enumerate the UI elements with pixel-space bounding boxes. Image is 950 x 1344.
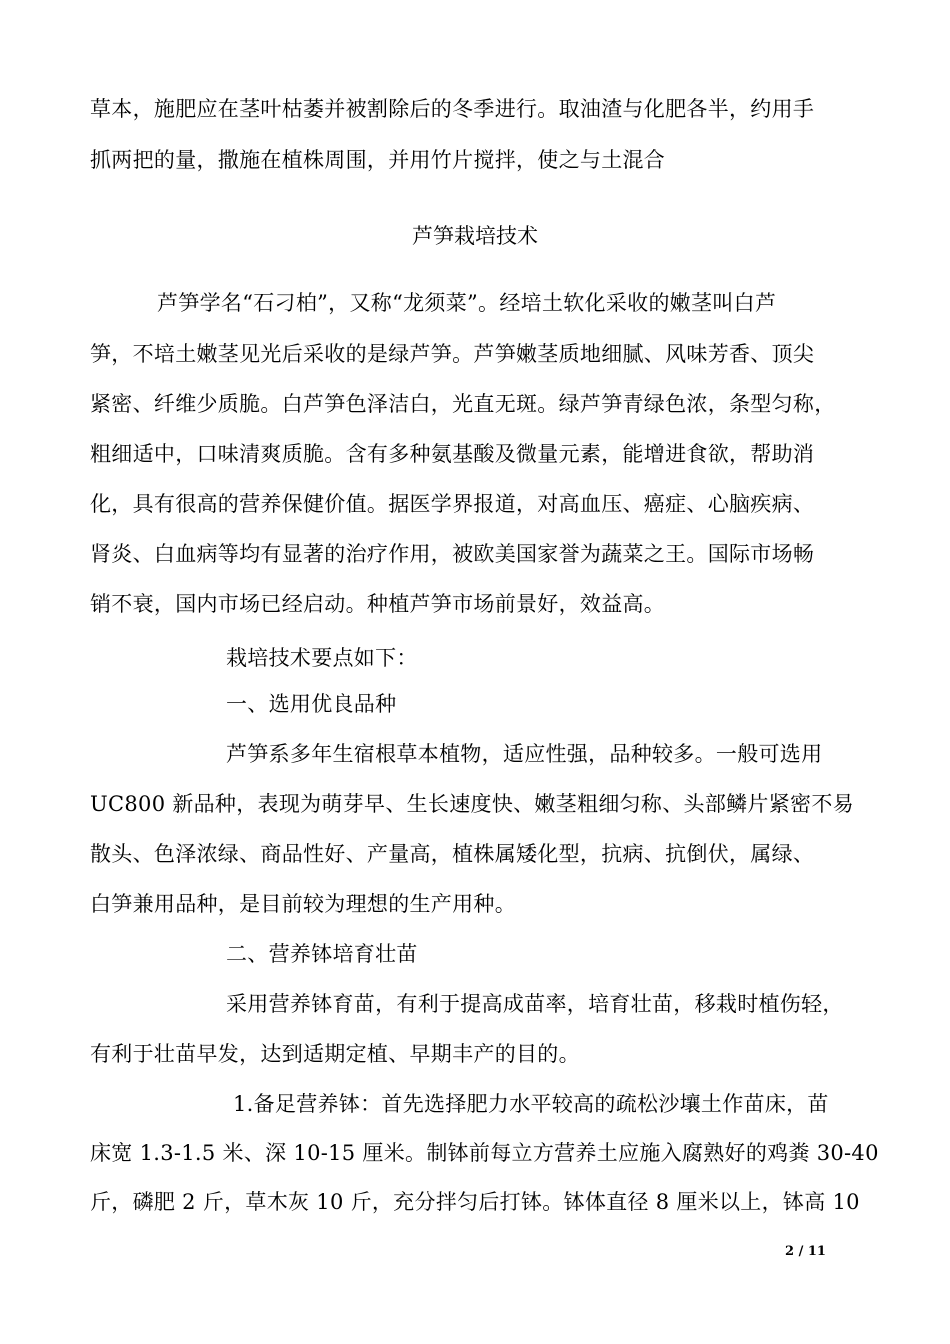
paragraph-line: 栽培技术要点如下：	[226, 646, 418, 670]
paragraph-line: 芦笋学名“石刁柏”，又称“龙须菜”。经培土软化采收的嫩茎叫白芦	[157, 291, 777, 315]
paragraph-line: 笋，不培土嫩茎见光后采收的是绿芦笋。芦笋嫩茎质地细腻、风味芳香、顶尖	[90, 342, 815, 366]
paragraph-line: 草本，施肥应在茎叶枯萎并被割除后的冬季进行。取油渣与化肥各半，约用手	[90, 97, 815, 121]
paragraph-line: 白笋兼用品种，是目前较为理想的生产用种。	[90, 892, 516, 916]
paragraph-line: 化，具有很高的营养保健价值。据医学界报道，对高血压、癌症、心脑疾病、	[90, 492, 815, 516]
section-title: 芦笋栽培技术	[412, 224, 538, 248]
section-heading: 一、选用优良品种	[226, 692, 397, 716]
paragraph-line: 抓两把的量，撒施在植株周围，并用竹片搅拌，使之与土混合	[90, 148, 666, 172]
paragraph-line: 肾炎、白血病等均有显著的治疗作用，被欧美国家誉为蔬菜之王。国际市场畅	[90, 542, 815, 566]
paragraph-line: 采用营养钵育苗，有利于提高成苗率，培育壮苗，移栽时植伤轻，	[226, 992, 844, 1016]
paragraph-line: UC800 新品种，表现为萌芽早、生长速度快、嫩茎粗细匀称、头部鳞片紧密不易	[90, 792, 854, 816]
current-page-number: 2	[785, 1244, 795, 1259]
paragraph-line: 1.备足营养钵：首先选择肥力水平较高的疏松沙壤土作苗床，苗	[233, 1092, 829, 1116]
paragraph-line: 粗细适中，口味清爽质脆。含有多种氨基酸及微量元素，能增进食欲，帮助消	[90, 442, 815, 466]
paragraph-line: 芦笋系多年生宿根草本植物，适应性强，品种较多。一般可选用	[226, 742, 823, 766]
page-separator: /	[798, 1244, 804, 1259]
total-pages: 11	[807, 1244, 826, 1259]
section-heading: 二、营养钵培育壮苗	[226, 942, 418, 966]
paragraph-line: 散头、色泽浓绿、商品性好、产量高，植株属矮化型，抗病、抗倒伏，属绿、	[90, 842, 815, 866]
paragraph-line: 紧密、纤维少质脆。白芦笋色泽洁白，光直无斑。绿芦笋青绿色浓，条型匀称，	[90, 392, 836, 416]
paragraph-line: 床宽 1.3-1.5 米、深 10-15 厘米。制钵前每立方营养土应施入腐熟好的鸡粪 30-40	[90, 1141, 879, 1165]
paragraph-line: 有利于壮苗早发，达到适期定植、早期丰产的目的。	[90, 1042, 580, 1066]
paragraph-line: 斤，磷肥 2 斤，草木灰 10 斤，充分拌匀后打钵。钵体直径 8 厘米以上，钵高 10	[90, 1190, 860, 1214]
paragraph-line: 销不衰，国内市场已经启动。种植芦笋市场前景好，效益高。	[90, 592, 666, 616]
page-indicator	[785, 1244, 826, 1260]
